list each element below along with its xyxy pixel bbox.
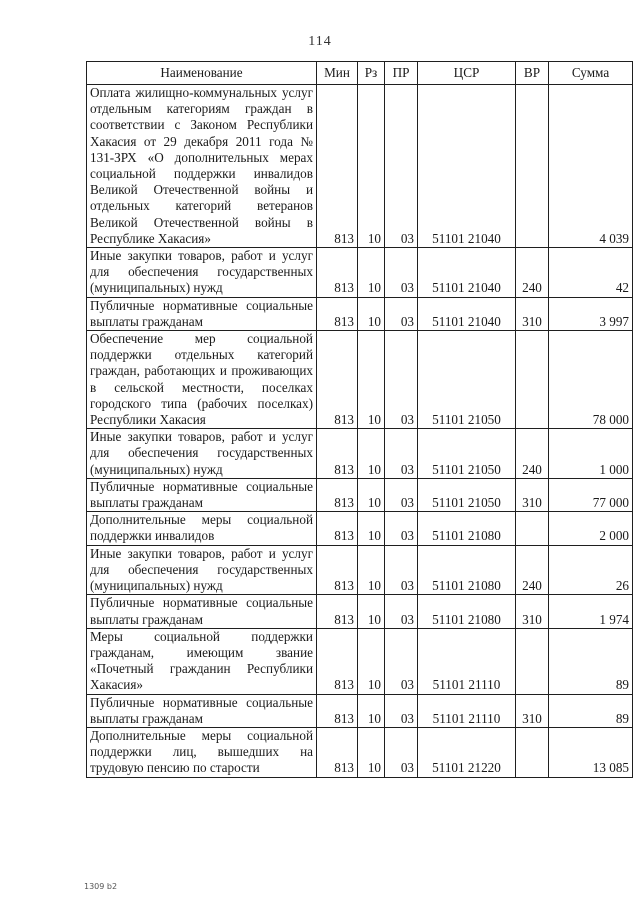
header-vr: ВР: [516, 62, 549, 85]
cell-vr: [516, 727, 549, 777]
cell-rz: 10: [358, 331, 385, 429]
table-row: [87, 248, 633, 298]
cell-rz: 10: [358, 694, 385, 727]
cell-vr: 240: [516, 248, 549, 298]
cell-min: 813: [317, 331, 358, 429]
table-row: [87, 694, 633, 727]
cell-pr: 03: [385, 512, 418, 545]
cell-pr: 03: [385, 429, 418, 479]
table-row: [87, 628, 633, 694]
cell-pr: 03: [385, 297, 418, 330]
header-sum: Сумма: [549, 62, 633, 85]
cell-min: 813: [317, 727, 358, 777]
cell-min: 813: [317, 429, 358, 479]
cell-rz: 10: [358, 727, 385, 777]
cell-vr: [516, 512, 549, 545]
cell-csr: 51101 21110: [418, 694, 516, 727]
cell-name: Публичные нормативные социальные выплаты гражданам: [87, 595, 317, 628]
budget-table: [86, 61, 633, 778]
cell-rz: 10: [358, 297, 385, 330]
header-rz: Рз: [358, 62, 385, 85]
cell-pr: 03: [385, 595, 418, 628]
cell-min: 813: [317, 694, 358, 727]
cell-min: 813: [317, 628, 358, 694]
cell-min: 813: [317, 545, 358, 595]
cell-vr: 310: [516, 297, 549, 330]
table-row: [87, 478, 633, 511]
footer-code: 1309 b2: [84, 882, 118, 891]
cell-sum: 1 974: [549, 595, 633, 628]
cell-sum: 1 000: [549, 429, 633, 479]
page-number: 114: [308, 34, 332, 49]
table-row: [87, 331, 633, 429]
table-row: [87, 545, 633, 595]
cell-min: 813: [317, 595, 358, 628]
cell-csr: 51101 21040: [418, 297, 516, 330]
cell-name: Иные закупки товаров, работ и услуг для обеспечения государственных (муниципальных) нужд: [87, 429, 317, 479]
table-header-row: [87, 62, 633, 85]
cell-sum: 42: [549, 248, 633, 298]
cell-sum: 89: [549, 694, 633, 727]
cell-sum: 3 997: [549, 297, 633, 330]
cell-vr: 310: [516, 478, 549, 511]
cell-sum: 78 000: [549, 331, 633, 429]
cell-name: Дополнительные меры социальной поддержки инвалидов: [87, 512, 317, 545]
cell-name: Дополнительные меры социальной поддержки лиц, вышедших на трудовую пенсию по старости: [87, 727, 317, 777]
cell-vr: [516, 85, 549, 248]
cell-name: Публичные нормативные социальные выплаты гражданам: [87, 297, 317, 330]
table-row: [87, 512, 633, 545]
cell-name: Обеспечение мер социальной поддержки отдельных категорий граждан, работающих и проживающих в сельской местности, поселках городского типа (рабочих поселках) Республики Хакасия: [87, 331, 317, 429]
cell-min: 813: [317, 478, 358, 511]
cell-pr: 03: [385, 628, 418, 694]
cell-name: Иные закупки товаров, работ и услуг для обеспечения государственных (муниципальных) нужд: [87, 545, 317, 595]
cell-name: Оплата жилищно-коммунальных услуг отдельным категориям граждан в соответствии с Законом Республики Хакасия от 29 декабря 2011 года № 131-ЗРХ «О дополнительных мерах социальной поддержки инвалидов Великой Отечественной войны и отдельных категорий ветеранов Великой Отечественной войны в Республике Хакасия»: [87, 85, 317, 248]
cell-sum: 4 039: [549, 85, 633, 248]
cell-name: Публичные нормативные социальные выплаты гражданам: [87, 478, 317, 511]
cell-name: Публичные нормативные социальные выплаты гражданам: [87, 694, 317, 727]
cell-csr: 51101 21110: [418, 628, 516, 694]
cell-vr: 310: [516, 595, 549, 628]
cell-pr: 03: [385, 85, 418, 248]
cell-sum: 2 000: [549, 512, 633, 545]
cell-csr: 51101 21050: [418, 478, 516, 511]
table-row: [87, 429, 633, 479]
cell-csr: 51101 21080: [418, 512, 516, 545]
cell-csr: 51101 21080: [418, 545, 516, 595]
cell-csr: 51101 21050: [418, 429, 516, 479]
cell-name: Меры социальной поддержки гражданам, имеющим звание «Почетный гражданин Республики Хакасия»: [87, 628, 317, 694]
cell-min: 813: [317, 248, 358, 298]
cell-rz: 10: [358, 628, 385, 694]
table-row: [87, 595, 633, 628]
cell-csr: 51101 21080: [418, 595, 516, 628]
header-name: Наименование: [87, 62, 317, 85]
cell-vr: 240: [516, 429, 549, 479]
cell-rz: 10: [358, 478, 385, 511]
cell-csr: 51101 21040: [418, 248, 516, 298]
cell-rz: 10: [358, 512, 385, 545]
cell-pr: 03: [385, 478, 418, 511]
table-row: [87, 85, 633, 248]
cell-sum: 77 000: [549, 478, 633, 511]
cell-rz: 10: [358, 248, 385, 298]
cell-rz: 10: [358, 545, 385, 595]
cell-rz: 10: [358, 85, 385, 248]
cell-pr: 03: [385, 545, 418, 595]
cell-rz: 10: [358, 429, 385, 479]
cell-min: 813: [317, 85, 358, 248]
cell-sum: 13 085: [549, 727, 633, 777]
header-min: Мин: [317, 62, 358, 85]
cell-rz: 10: [358, 595, 385, 628]
cell-csr: 51101 21040: [418, 85, 516, 248]
cell-sum: 89: [549, 628, 633, 694]
table-body: [87, 85, 633, 778]
cell-vr: [516, 331, 549, 429]
cell-csr: 51101 21050: [418, 331, 516, 429]
header-csr: ЦСР: [418, 62, 516, 85]
cell-pr: 03: [385, 248, 418, 298]
cell-sum: 26: [549, 545, 633, 595]
cell-vr: 240: [516, 545, 549, 595]
cell-vr: [516, 628, 549, 694]
table-row: [87, 297, 633, 330]
table-row: [87, 727, 633, 777]
cell-pr: 03: [385, 694, 418, 727]
cell-min: 813: [317, 297, 358, 330]
header-pr: ПР: [385, 62, 418, 85]
cell-csr: 51101 21220: [418, 727, 516, 777]
cell-vr: 310: [516, 694, 549, 727]
cell-min: 813: [317, 512, 358, 545]
cell-name: Иные закупки товаров, работ и услуг для обеспечения государственных (муниципальных) нужд: [87, 248, 317, 298]
cell-pr: 03: [385, 331, 418, 429]
cell-pr: 03: [385, 727, 418, 777]
